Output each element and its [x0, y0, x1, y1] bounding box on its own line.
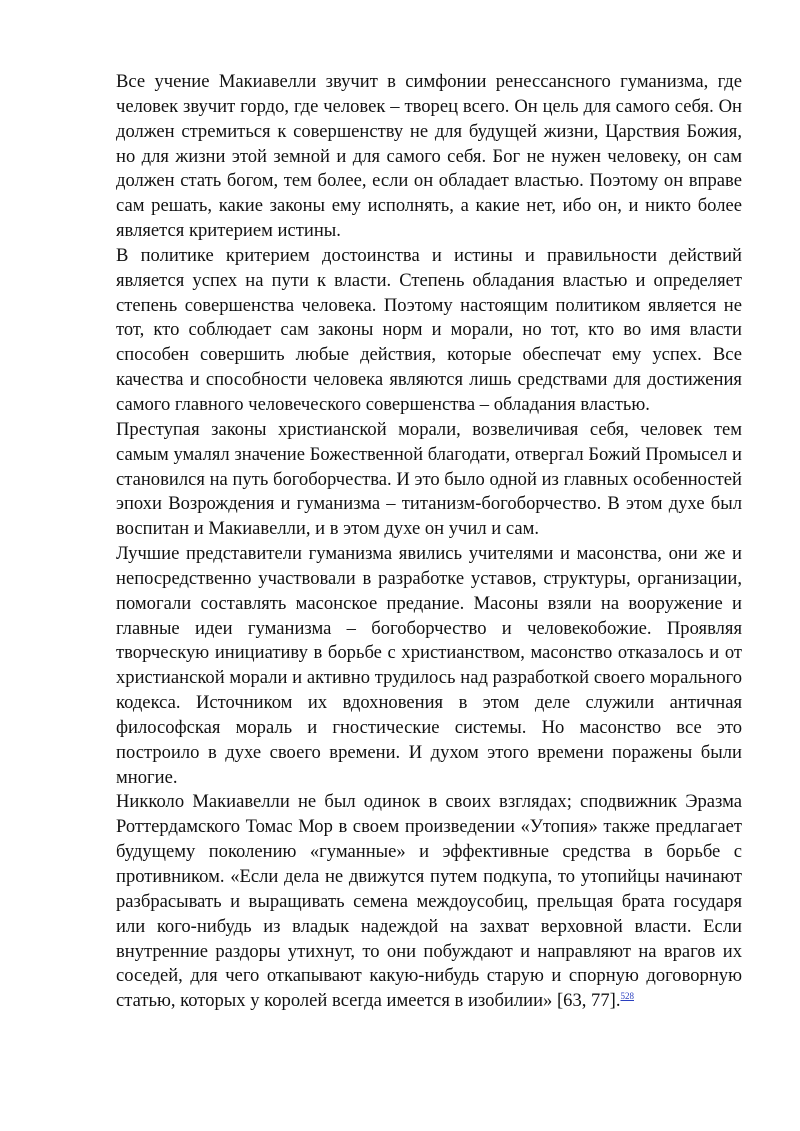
paragraph-thomas-more — [116, 790, 742, 1014]
paragraph-thomas-more-text: Никколо Макиавелли не был одинок в своих взглядах; сподвижник Эразма Роттердамского Томас Мор в своем произведении «Утопия» также предлагает будущему поколению «гуманные» и эффективные средства в борьбе с противником. «Если дела не движутся путем подкупа, то утопийцы начинают разбрасывать и выращивать семена междоусобиц, прельщая брата государя или кого-нибудь из владык надеждой на захват верховной власти. Если внутренние раздоры утихнут, то они побуждают и направляют на врагов их соседей, для чего откапывают какую-нибудь старую и спорную договорную статью, которых у королей всегда имеется в изобилии» [63, 77]. — [116, 791, 742, 1012]
paragraph-christian-morality: Преступая законы христианской морали, возвеличивая себя, человек тем самым умалял значение Божественной благодати, отвергал Божий Промысел и становился на путь богоборчества. И это было одной из главных особенностей эпохи Возрождения и гуманизма – титанизм-богоборчество. В этом духе был воспитан и Макиавелли, и в этом духе он учил и сам. — [116, 418, 742, 540]
footnote-link[interactable]: 528 — [620, 991, 634, 1002]
paragraph-politics-criterion: В политике критерием достоинства и истины и правильности действий является успех на пути к власти. Степень обладания властью и определяет степень совершенства человека. Поэтому настоящим политиком является не тот, кто соблюдает сам законы норм и морали, но тот, кто во имя власти способен совершить любые действия, которые обеспечат ему успех. Все качества и способности человека являются лишь средствами для достижения самого главного человеческого совершенства – обладания властью. — [116, 244, 742, 415]
document-page — [116, 70, 742, 1014]
paragraph-machiavelli-humanism: Все учение Макиавелли звучит в симфонии ренессансного гуманизма, где человек звучит гордо, где человек – творец всего. Он цель для самого себя. Он должен стремиться к совершенству не для будущей жизни, Царствия Божия, но для жизни этой земной и для самого себя. Бог не нужен человеку, он сам должен стать богом, тем более, если он обладает властью. Поэтому он вправе сам решать, какие законы ему исполнять, а какие нет, ибо он, и никто более является критерием истины. — [116, 71, 742, 242]
paragraph-masonry: Лучшие представители гуманизма явились учителями и масонства, они же и непосредственно участвовали в разработке уставов, структуры, организации, помогали составлять масонское предание. Масоны взяли на вооружение и главные идеи гуманизма – богоборчество и человекобожие. Проявляя творческую инициативу в борьбе с христианством, масонство отказалось и от христианской морали и активно трудилось над разработкой своего морального кодекса. Источником их вдохновения в этом деле служили античная философская мораль и гностические системы. Но масонство все это построило в духе своего времени. И духом этого времени поражены были многие. — [116, 543, 742, 788]
